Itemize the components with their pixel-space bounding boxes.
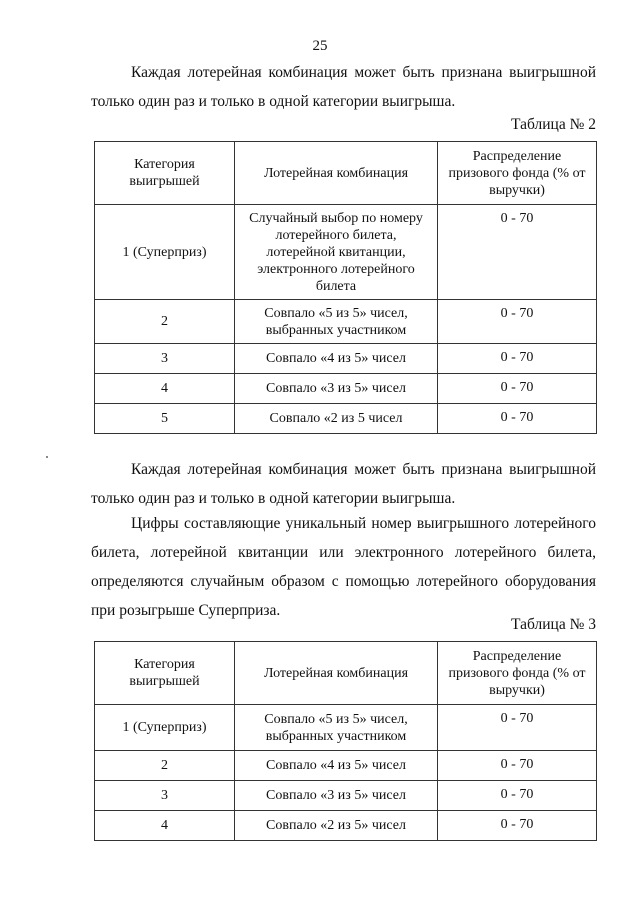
table-row	[95, 374, 597, 404]
category-cell: 5	[95, 404, 235, 434]
table-row	[95, 811, 597, 841]
distribution-cell: 0 - 70	[438, 205, 597, 300]
category-cell: 4	[95, 811, 235, 841]
paragraph-winning-rule-1: Каждая лотерейная комбинация может быть признана выигрышной только один раз и только в одной категории выигрыша.	[91, 64, 596, 110]
category-cell: 1 (Суперприз)	[95, 205, 235, 300]
paragraph-superprize-digits: Цифры составляющие уникальный номер выигрышного лотерейного билета, лотерейной квитанции или электронного лотерейного билета, определяются случайным образом с помощью лотерейного оборудования при розыгрыше Суперприза.	[91, 515, 596, 619]
category-cell: 2	[95, 751, 235, 781]
combination-cell: Совпало «5 из 5» чисел, выбранных участником	[235, 705, 438, 751]
combination-cell: Совпало «5 из 5» чисел, выбранных участником	[235, 300, 438, 344]
table-3-caption: Таблица № 3	[511, 616, 596, 633]
header-combination: Лотерейная комбинация	[235, 142, 438, 205]
header-category: Категория выигрышей	[95, 642, 235, 705]
table-header-row	[95, 142, 597, 205]
prize-table-3	[94, 641, 597, 841]
combination-cell: Случайный выбор по номеру лотерейного билета, лотерейной квитанции, электронного лотерейного билета	[235, 205, 438, 300]
table-row	[95, 205, 597, 300]
header-distribution: Распределение призового фонда (% от выручки)	[438, 642, 597, 705]
header-distribution: Распределение призового фонда (% от выручки)	[438, 142, 597, 205]
distribution-cell: 0 - 70	[438, 300, 597, 344]
category-cell: 4	[95, 374, 235, 404]
distribution-cell: 0 - 70	[438, 811, 597, 841]
category-cell: 3	[95, 344, 235, 374]
table-row	[95, 751, 597, 781]
distribution-cell: 0 - 70	[438, 781, 597, 811]
table-row	[95, 781, 597, 811]
distribution-cell: 0 - 70	[438, 751, 597, 781]
prize-table-2	[94, 141, 597, 434]
scan-speck	[46, 456, 48, 458]
combination-cell: Совпало «3 из 5» чисел	[235, 781, 438, 811]
page-number: 25	[312, 38, 328, 54]
combination-cell: Совпало «2 из 5 чисел	[235, 404, 438, 434]
table-row	[95, 705, 597, 751]
table-row	[95, 344, 597, 374]
category-cell: 1 (Суперприз)	[95, 705, 235, 751]
table-row	[95, 300, 597, 344]
combination-cell: Совпало «4 из 5» чисел	[235, 344, 438, 374]
table-row	[95, 404, 597, 434]
combination-cell: Совпало «2 из 5» чисел	[235, 811, 438, 841]
distribution-cell: 0 - 70	[438, 374, 597, 404]
table-2-caption: Таблица № 2	[511, 116, 596, 133]
combination-cell: Совпало «4 из 5» чисел	[235, 751, 438, 781]
table-header-row	[95, 642, 597, 705]
category-cell: 3	[95, 781, 235, 811]
header-combination: Лотерейная комбинация	[235, 642, 438, 705]
distribution-cell: 0 - 70	[438, 344, 597, 374]
distribution-cell: 0 - 70	[438, 705, 597, 751]
paragraph-winning-rule-2: Каждая лотерейная комбинация может быть признана выигрышной только один раз и только в одной категории выигрыша.	[91, 461, 596, 507]
combination-cell: Совпало «3 из 5» чисел	[235, 374, 438, 404]
category-cell: 2	[95, 300, 235, 344]
header-category: Категория выигрышей	[95, 142, 235, 205]
distribution-cell: 0 - 70	[438, 404, 597, 434]
